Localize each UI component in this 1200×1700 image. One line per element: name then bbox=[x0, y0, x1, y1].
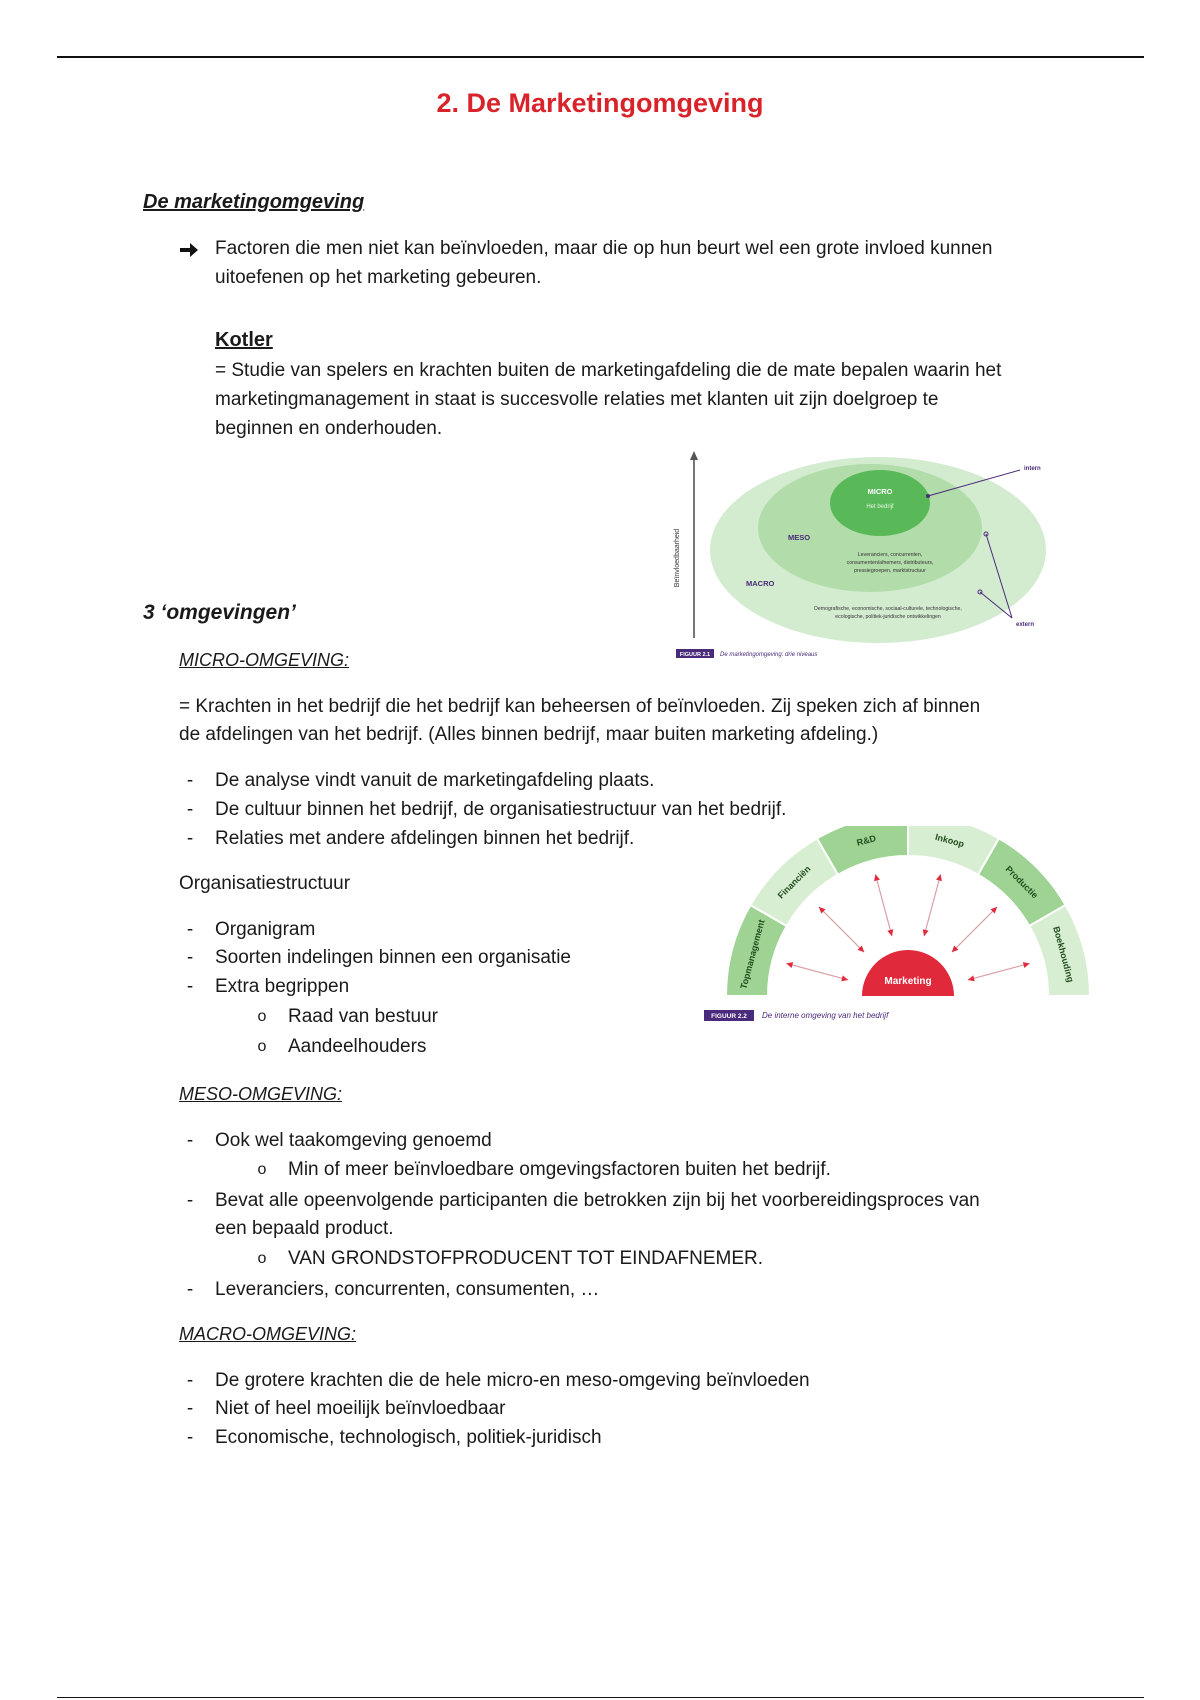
department-label: Boekhouding bbox=[1051, 925, 1076, 984]
list-item: - Ook wel taakomgeving genoemd bbox=[186, 1130, 492, 1151]
meso-label: MESO bbox=[788, 533, 811, 542]
list-item: - De grotere krachten die de hele micro-en meso-omgeving beïnvloeden bbox=[186, 1370, 810, 1391]
department-label: Inkoop bbox=[934, 831, 966, 850]
sub-list-item: o VAN GRONDSTOFPRODUCENT TOT EINDAFNEMER. bbox=[257, 1248, 764, 1269]
marketing-label: Marketing bbox=[884, 976, 932, 987]
department-label: Topmanagement bbox=[738, 918, 767, 991]
arrow-head-outward bbox=[786, 962, 793, 968]
intern-label: intern bbox=[1024, 466, 1041, 472]
marketing-half-disc bbox=[862, 950, 954, 996]
meso-desc-2: consumenten/afnemers, distributeurs, bbox=[846, 560, 934, 566]
bottom-rule bbox=[57, 1697, 1144, 1698]
list-item: - Organigram bbox=[186, 919, 316, 940]
macro-desc-1: Demografische, economische, sociaal-culturele, technologische, bbox=[814, 606, 962, 612]
kotler-definition-line-2: marketingmanagement in staat is succesvolle relaties met klanten uit zijn doelgroep te bbox=[215, 389, 939, 410]
page-title: 2. De Marketingomgeving bbox=[436, 88, 764, 118]
relation-line bbox=[968, 963, 1030, 980]
axis-label: Beïnvloedbaarheid bbox=[674, 528, 681, 588]
relation-line bbox=[924, 874, 941, 936]
relation-line bbox=[786, 963, 848, 980]
figure1-caption: De marketingomgeving: drie niveaus bbox=[720, 652, 818, 658]
list-item: - Soorten indelingen binnen een organisatie bbox=[186, 947, 571, 968]
list-item-continuation: een bepaald product. bbox=[215, 1218, 394, 1239]
relation-line bbox=[875, 874, 892, 936]
intro-text-line-2: uitoefenen op het marketing gebeuren. bbox=[215, 267, 542, 288]
micro-definition-line-2: de afdelingen van het bedrijf. (Alles binnen bedrijf, maar buiten marketing afdeling.) bbox=[179, 724, 879, 745]
kotler-heading: Kotler bbox=[215, 329, 273, 351]
figure2-caption: De interne omgeving van het bedrijf bbox=[762, 1011, 889, 1020]
section-heading-omgevingen: 3 ‘omgevingen’ bbox=[143, 601, 296, 624]
macro-label: MACRO bbox=[746, 579, 775, 588]
list-item: - Niet of heel moeilijk beïnvloedbaar bbox=[186, 1398, 506, 1419]
list-item: - Extra begrippen bbox=[186, 976, 350, 997]
department-label: R&D bbox=[855, 833, 878, 848]
list-item: - De cultuur binnen het bedrijf, de organisatiestructuur van het bedrijf. bbox=[186, 799, 787, 820]
figure2-badge: FIGUUR 2.2 bbox=[711, 1013, 747, 1020]
arrow-head-outward bbox=[1023, 962, 1030, 968]
list-item: - Leveranciers, concurrenten, consumenten, … bbox=[186, 1279, 600, 1300]
meso-omgeving-heading: MESO-OMGEVING: bbox=[179, 1084, 343, 1104]
meso-desc-1: Leveranciers, concurrenten, bbox=[857, 552, 923, 558]
list-item: - Economische, technologisch, politiek-juridisch bbox=[186, 1427, 602, 1448]
micro-omgeving-heading: MICRO-OMGEVING: bbox=[179, 650, 349, 670]
intro-text-line-1: Factoren die men niet kan beïnvloeden, maar die op hun beurt wel een grote invloed kunnen bbox=[215, 238, 993, 259]
arrow-head-inward bbox=[841, 975, 848, 981]
arrow-right-icon bbox=[179, 236, 201, 269]
meso-desc-3: pressiegroepen, marktstructuur bbox=[854, 568, 926, 574]
list-item: - Relaties met andere afdelingen binnen het bedrijf. bbox=[186, 828, 635, 849]
kotler-definition-line-1: = Studie van spelers en krachten buiten de marketingafdeling die de mate bepalen waarin het bbox=[215, 360, 1002, 381]
extern-label: extern bbox=[1016, 622, 1035, 628]
sub-list-item: o Min of meer beïnvloedbare omgevingsfactoren buiten het bedrijf. bbox=[257, 1159, 831, 1180]
organisatiestructuur-heading: Organisatiestructuur bbox=[179, 873, 351, 894]
kotler-definition-line-3: beginnen en onderhouden. bbox=[215, 418, 443, 439]
figure-interne-omgeving bbox=[700, 826, 1120, 1026]
section-heading-marketingomgeving: De marketingomgeving bbox=[143, 191, 365, 213]
sub-list-item: o Raad van bestuur bbox=[257, 1006, 438, 1027]
macro-desc-2: ecologische, politiek-juridische ontwikkelingen bbox=[835, 614, 941, 620]
list-item: - Bevat alle opeenvolgende participanten die betrokken zijn bij het voorbereidingsproces van bbox=[186, 1190, 980, 1211]
arrow-head-inward bbox=[968, 975, 975, 981]
arrow-head-outward bbox=[874, 874, 880, 881]
department-label: Productie bbox=[1003, 863, 1041, 901]
list-item: - De analyse vindt vanuit de marketingafdeling plaats. bbox=[186, 770, 655, 791]
figure1-badge: FIGUUR 2.1 bbox=[679, 652, 711, 658]
micro-sub-label: Het bedrijf bbox=[866, 504, 894, 510]
micro-label: MICRO bbox=[867, 487, 893, 496]
arrow-head-inward bbox=[923, 929, 929, 936]
relation-line bbox=[952, 907, 997, 952]
top-rule bbox=[57, 56, 1144, 58]
arrow-head-inward bbox=[887, 929, 893, 936]
macro-omgeving-heading: MACRO-OMGEVING: bbox=[179, 1324, 357, 1344]
relation-line bbox=[819, 907, 864, 952]
department-label: Financiën bbox=[775, 863, 813, 901]
figure-marketingomgeving-levels bbox=[670, 448, 1070, 663]
arrow-head-outward bbox=[936, 874, 942, 881]
micro-definition-line-1: = Krachten in het bedrijf die het bedrijf kan beheersen of beïnvloeden. Zij speken zich af binnen bbox=[179, 696, 981, 717]
sub-list-item: o Aandeelhouders bbox=[257, 1036, 427, 1057]
micro-ellipse bbox=[830, 470, 930, 536]
